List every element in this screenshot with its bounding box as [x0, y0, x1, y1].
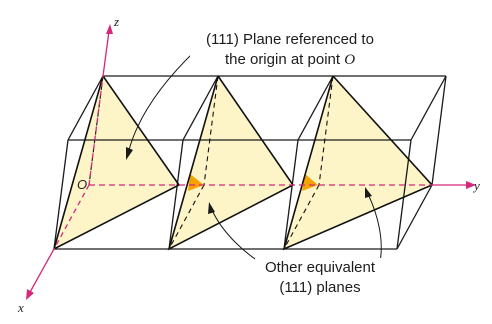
plane-origin-callout-line2	[190, 50, 390, 70]
origin-label: O	[77, 177, 88, 192]
z-axis	[103, 31, 109, 76]
plane-1-fill	[54, 76, 179, 249]
equivalent-planes-callout	[255, 258, 385, 298]
origin-symbol: O	[344, 52, 356, 68]
y-axis-label: y	[474, 178, 480, 193]
z-arrowhead-icon	[106, 24, 113, 34]
plane-origin-callout-prefix: the origin at point	[224, 51, 345, 68]
x-axis	[29, 249, 54, 294]
plane-origin-callout-line1: (111) Plane referenced to	[206, 31, 374, 48]
plane-origin-callout	[190, 30, 390, 70]
equivalent-planes-callout-line1: Other equivalent	[264, 259, 376, 276]
plane-2-fill	[169, 76, 293, 249]
z-axis-label: z	[114, 14, 120, 29]
equivalent-planes-callout-line2: (111) planes	[279, 279, 361, 296]
plane-3-fill	[284, 76, 432, 249]
x-axis-label: x	[18, 300, 24, 315]
x-arrowhead-icon	[26, 289, 34, 300]
plane-fills	[54, 76, 432, 249]
